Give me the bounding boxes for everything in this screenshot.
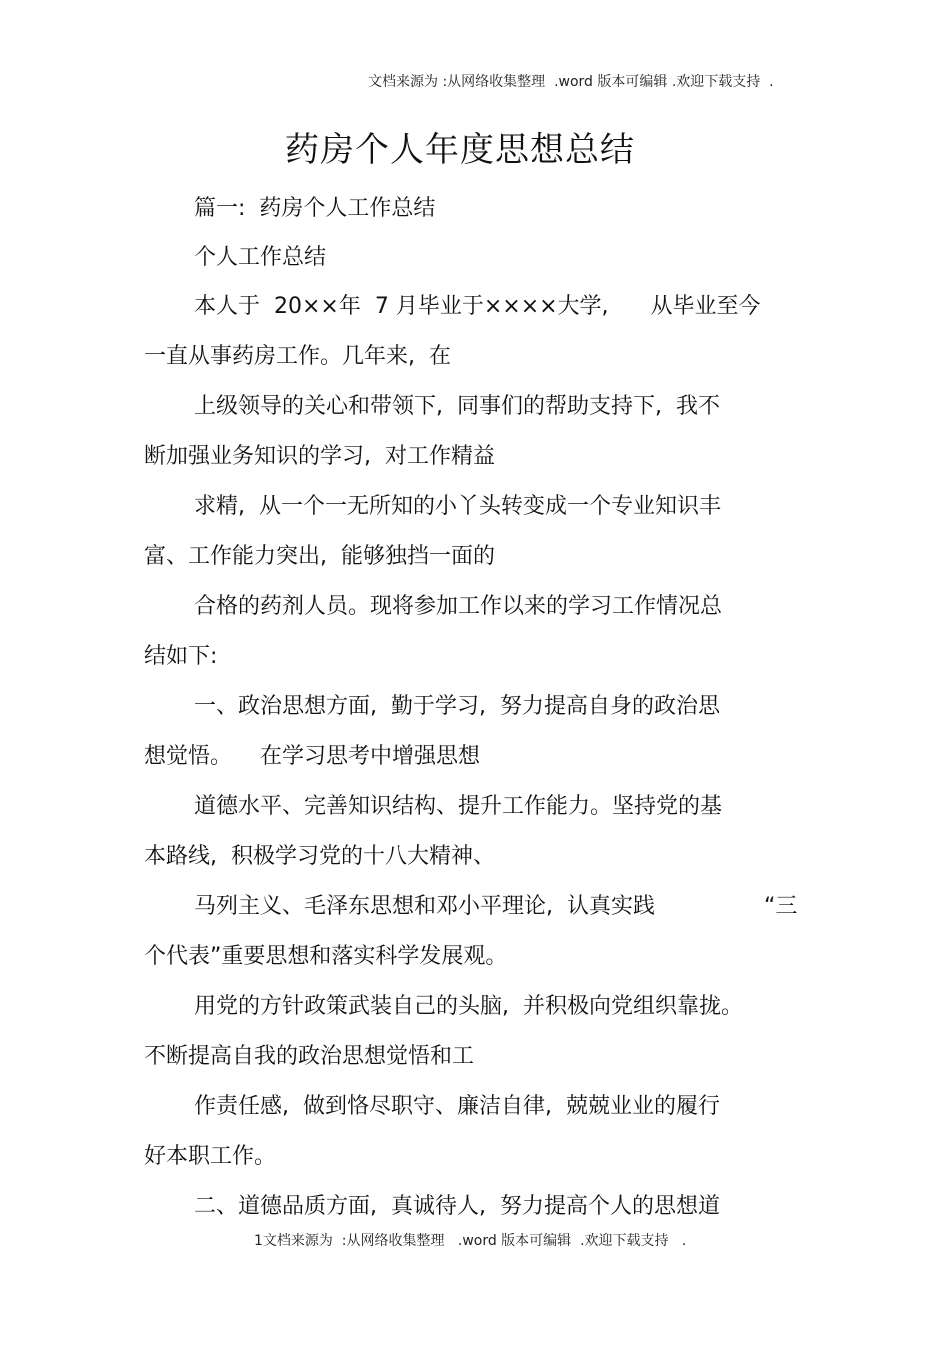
body-line: 好本职工作。 bbox=[144, 1144, 277, 1169]
body-line: 个人工作总结 bbox=[194, 245, 327, 270]
body-line: 结如下: bbox=[144, 644, 218, 669]
body-line: 本人于 20××年 7 月毕业于××××大学, 从毕业至今 bbox=[194, 294, 761, 319]
page-header-note: 文档来源为 :从网络收集整理 .word 版本可编辑 .欢迎下载支持 . bbox=[368, 74, 774, 90]
body-line: 一直从事药房工作。几年来, 在 bbox=[144, 344, 451, 369]
body-line: 断加强业务知识的学习, 对工作精益 bbox=[144, 444, 495, 469]
body-line: 想觉悟。 在学习思考中增强思想 bbox=[144, 744, 480, 769]
body-line: 个代表”重要思想和落实科学发展观。 bbox=[144, 944, 508, 969]
body-line: 上级领导的关心和带领下, 同事们的帮助支持下, 我不 bbox=[194, 394, 720, 419]
body-line: 富、工作能力突出, 能够独挡一面的 bbox=[144, 544, 495, 569]
body-line: 不断提高自我的政治思想觉悟和工 bbox=[144, 1044, 475, 1069]
body-line-quote: “三 bbox=[764, 894, 798, 919]
body-line: 道德水平、完善知识结构、提升工作能力。坚持党的基 bbox=[194, 794, 723, 819]
body-line: 用党的方针政策武装自己的头脑, 并积极向党组织靠拢。 bbox=[194, 994, 743, 1019]
body-line: 二、道德品质方面, 真诚待人, 努力提高个人的思想道 bbox=[194, 1194, 720, 1219]
body-line: 合格的药剂人员。现将参加工作以来的学习工作情况总 bbox=[194, 594, 723, 619]
body-line: 篇一: 药房个人工作总结 bbox=[194, 196, 436, 221]
page-footer-note: 1文档来源为 :从网络收集整理 .word 版本可编辑 .欢迎下载支持 . bbox=[254, 1233, 687, 1249]
body-line: 本路线, 积极学习党的十八大精神、 bbox=[144, 844, 495, 869]
body-line: 马列主义、毛泽东思想和邓小平理论, 认真实践 bbox=[194, 894, 655, 919]
body-line: 一、政治思想方面, 勤于学习, 努力提高自身的政治思 bbox=[194, 694, 720, 719]
document-title: 药房个人年度思想总结 bbox=[285, 130, 635, 170]
body-line: 作责任感, 做到恪尽职守、廉洁自律, 兢兢业业的履行 bbox=[194, 1094, 720, 1119]
body-line: 求精, 从一个一无所知的小丫头转变成一个专业知识丰 bbox=[194, 494, 721, 519]
